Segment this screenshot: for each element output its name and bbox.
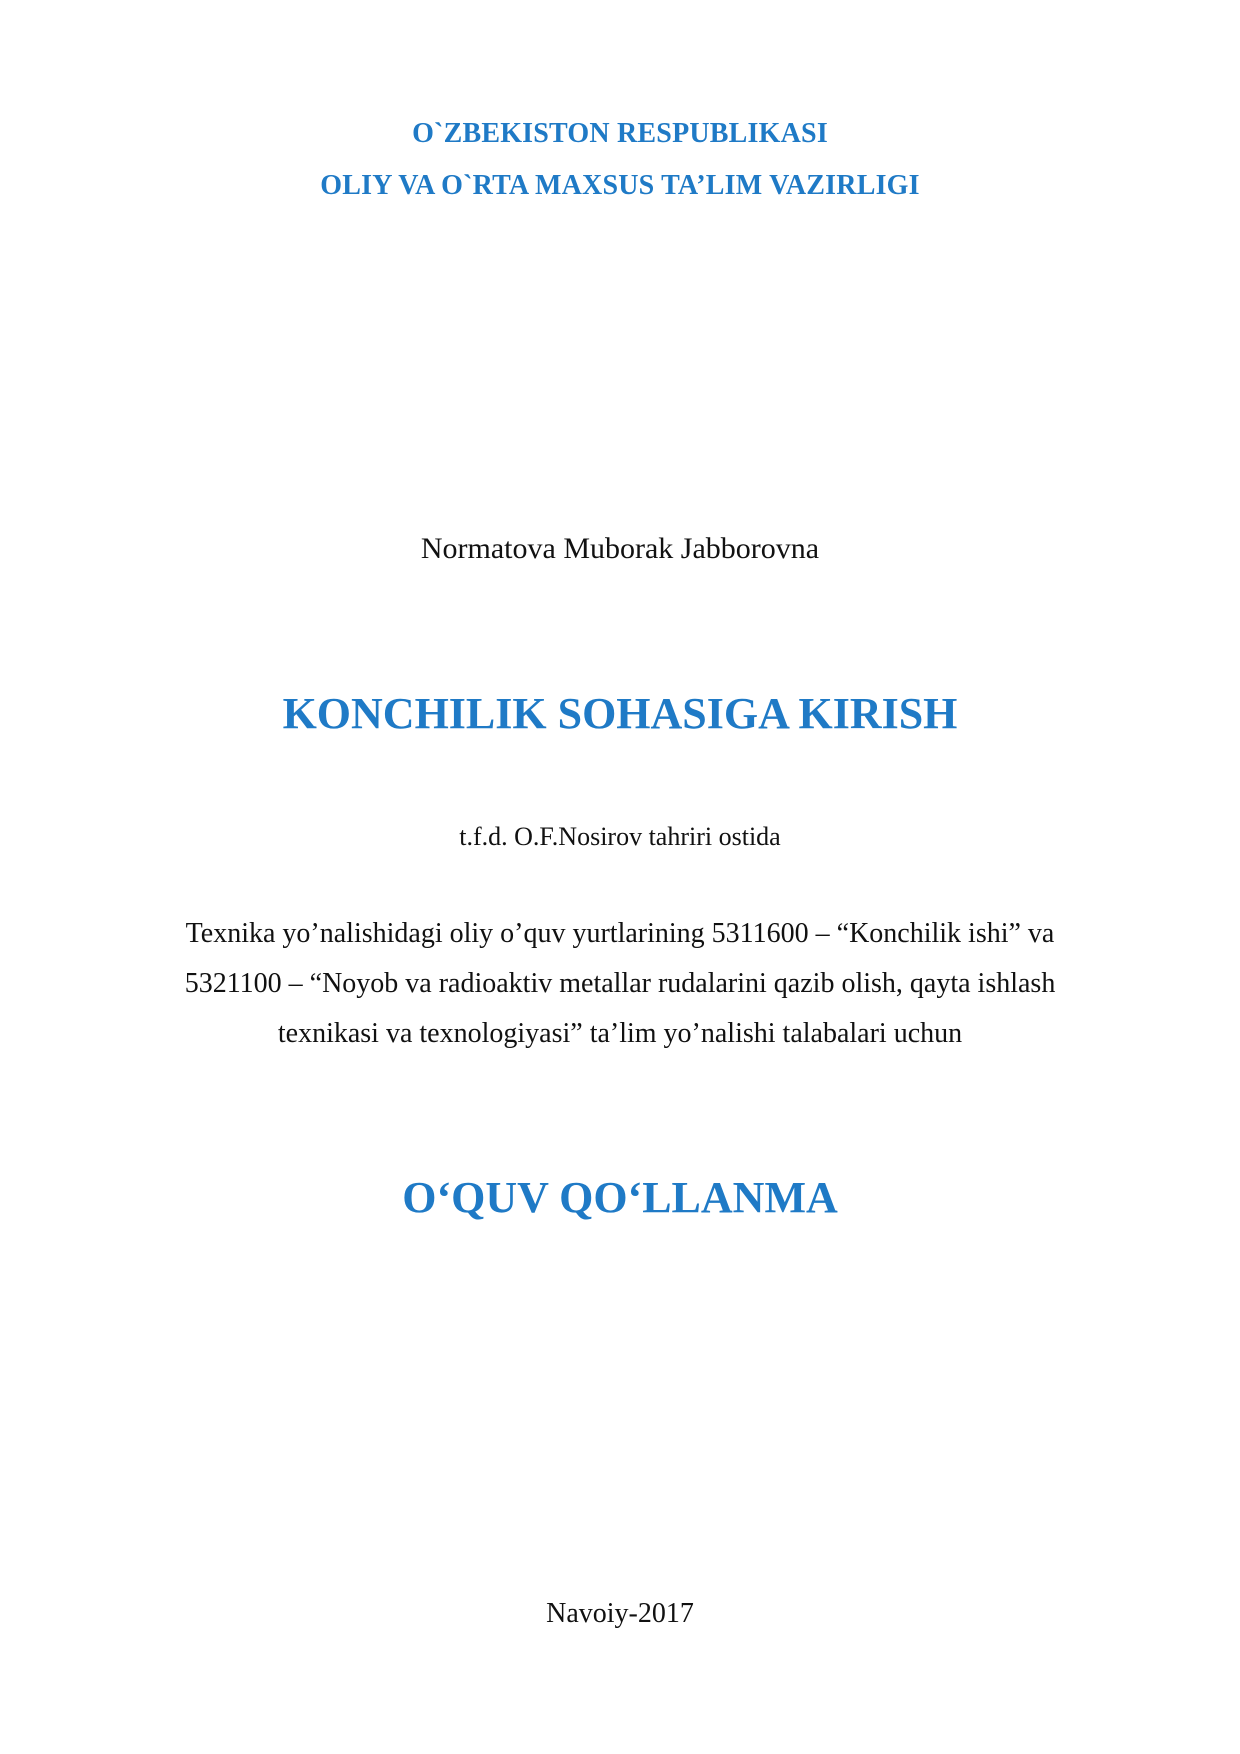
description-line-3: texnikasi va texnologiyasi” ta’lim yo’nalishi talabalari uchun (277, 1018, 963, 1049)
author-name: Normatova Muborak Jabborovna (420, 532, 820, 565)
document-subtitle: O‘QUV QO‘LLANMA (402, 1173, 838, 1222)
editor-note: t.f.d. O.F.Nosirov tahriri ostida (459, 822, 781, 851)
place-year: Navoiy-2017 (546, 1598, 694, 1629)
ministry-line-2: OLIY VA O`RTA MAXSUS TA’LIM VAZIRLIGI (320, 170, 920, 201)
description-line-2: 5321100 – “Noyob va radioaktiv metallar rudalarini qazib olish, qayta ishlash (184, 968, 1056, 999)
description-line-1: Texnika yo’nalishidagi oliy o’quv yurtlarining 5311600 – “Konchilik ishi” va (185, 918, 1055, 949)
document-title: KONCHILIK SOHASIGA KIRISH (282, 689, 958, 738)
ministry-line-1: O`ZBEKISTON RESPUBLIKASI (412, 118, 828, 149)
